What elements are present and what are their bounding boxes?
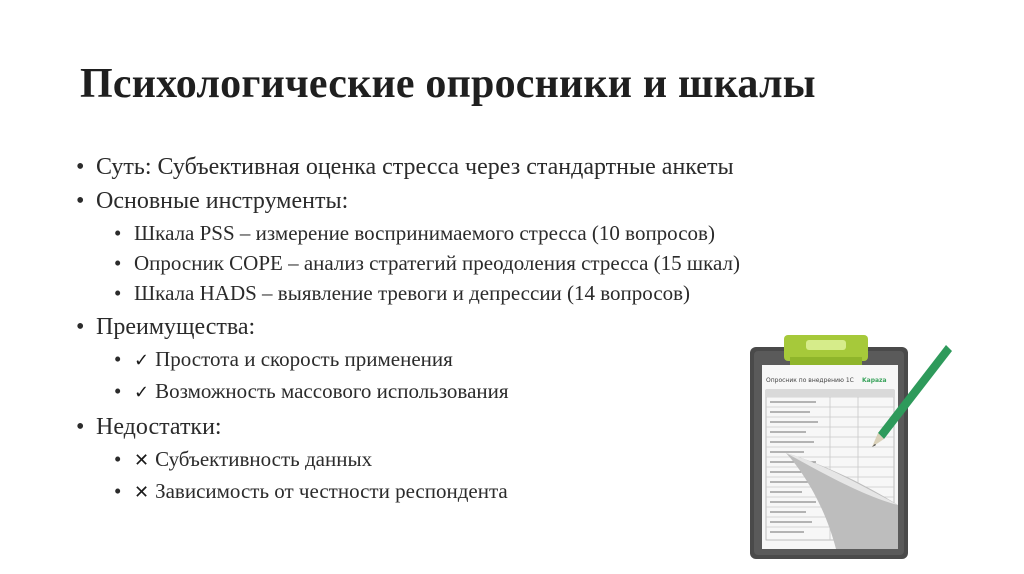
disadvantage-text: Субъективность данных (155, 447, 373, 471)
advantages-list (76, 344, 776, 408)
slide-content (76, 150, 776, 510)
disadvantage-text: Зависимость от честности респондента (155, 479, 508, 503)
disadvantage-item (114, 444, 776, 476)
advantage-item (114, 376, 776, 408)
sub-bullet-marker: • (114, 221, 122, 245)
tool-item-cope (114, 248, 776, 278)
bullet-list (76, 150, 776, 508)
bullet-main-tools (76, 184, 776, 218)
advantage-item (114, 344, 776, 376)
bullet-marker: • (76, 314, 85, 340)
tool-text: Опросник COPE – анализ стратегий преодоления стресса (15 шкал) (134, 251, 740, 275)
bullet-label: Недостатки: (96, 414, 222, 440)
advantage-text: Простота и скорость применения (155, 347, 453, 371)
slide-title: Психологические опросники и шкалы (80, 61, 816, 107)
form-title: Опросник по внедрению 1С (766, 377, 854, 384)
advantage-text: Возможность массового использования (155, 379, 509, 403)
sub-bullet-marker: • (114, 479, 122, 503)
disadvantage-item (114, 476, 776, 508)
bullet-text: Субъективная оценка стресса через стандартные анкеты (157, 154, 734, 180)
clipboard-icon (746, 335, 956, 560)
clipboard-illustration (746, 335, 956, 560)
sub-bullet-marker: • (114, 251, 122, 275)
sub-bullet-marker: • (114, 281, 122, 305)
bullet-label: Суть: (96, 154, 152, 180)
disadvantages-list (76, 444, 776, 508)
sub-bullet-marker: • (114, 379, 122, 403)
bullet-essence (76, 150, 776, 184)
tool-item-hads (114, 278, 776, 308)
bullet-marker: • (76, 414, 85, 440)
cross-icon: ✕ (134, 482, 150, 503)
tool-text: Шкала HADS – выявление тревоги и депрессии (14 вопросов) (134, 281, 691, 305)
sub-bullet-marker: • (114, 447, 122, 471)
bullet-label: Преимущества: (96, 314, 256, 340)
bullet-disadvantages (76, 410, 776, 444)
brand-logo: Kapaza (862, 377, 887, 384)
bullet-marker: • (76, 188, 85, 214)
tool-item-pss (114, 218, 776, 248)
check-icon: ✓ (134, 350, 150, 371)
bullet-label: Основные инструменты: (96, 188, 349, 214)
check-icon: ✓ (134, 382, 150, 403)
bullet-advantages (76, 310, 776, 344)
tool-text: Шкала PSS – измерение воспринимаемого стресса (10 вопросов) (134, 221, 715, 245)
bullet-marker: • (76, 154, 85, 180)
tools-list (76, 218, 776, 308)
sub-bullet-marker: • (114, 347, 122, 371)
cross-icon: ✕ (134, 450, 150, 471)
